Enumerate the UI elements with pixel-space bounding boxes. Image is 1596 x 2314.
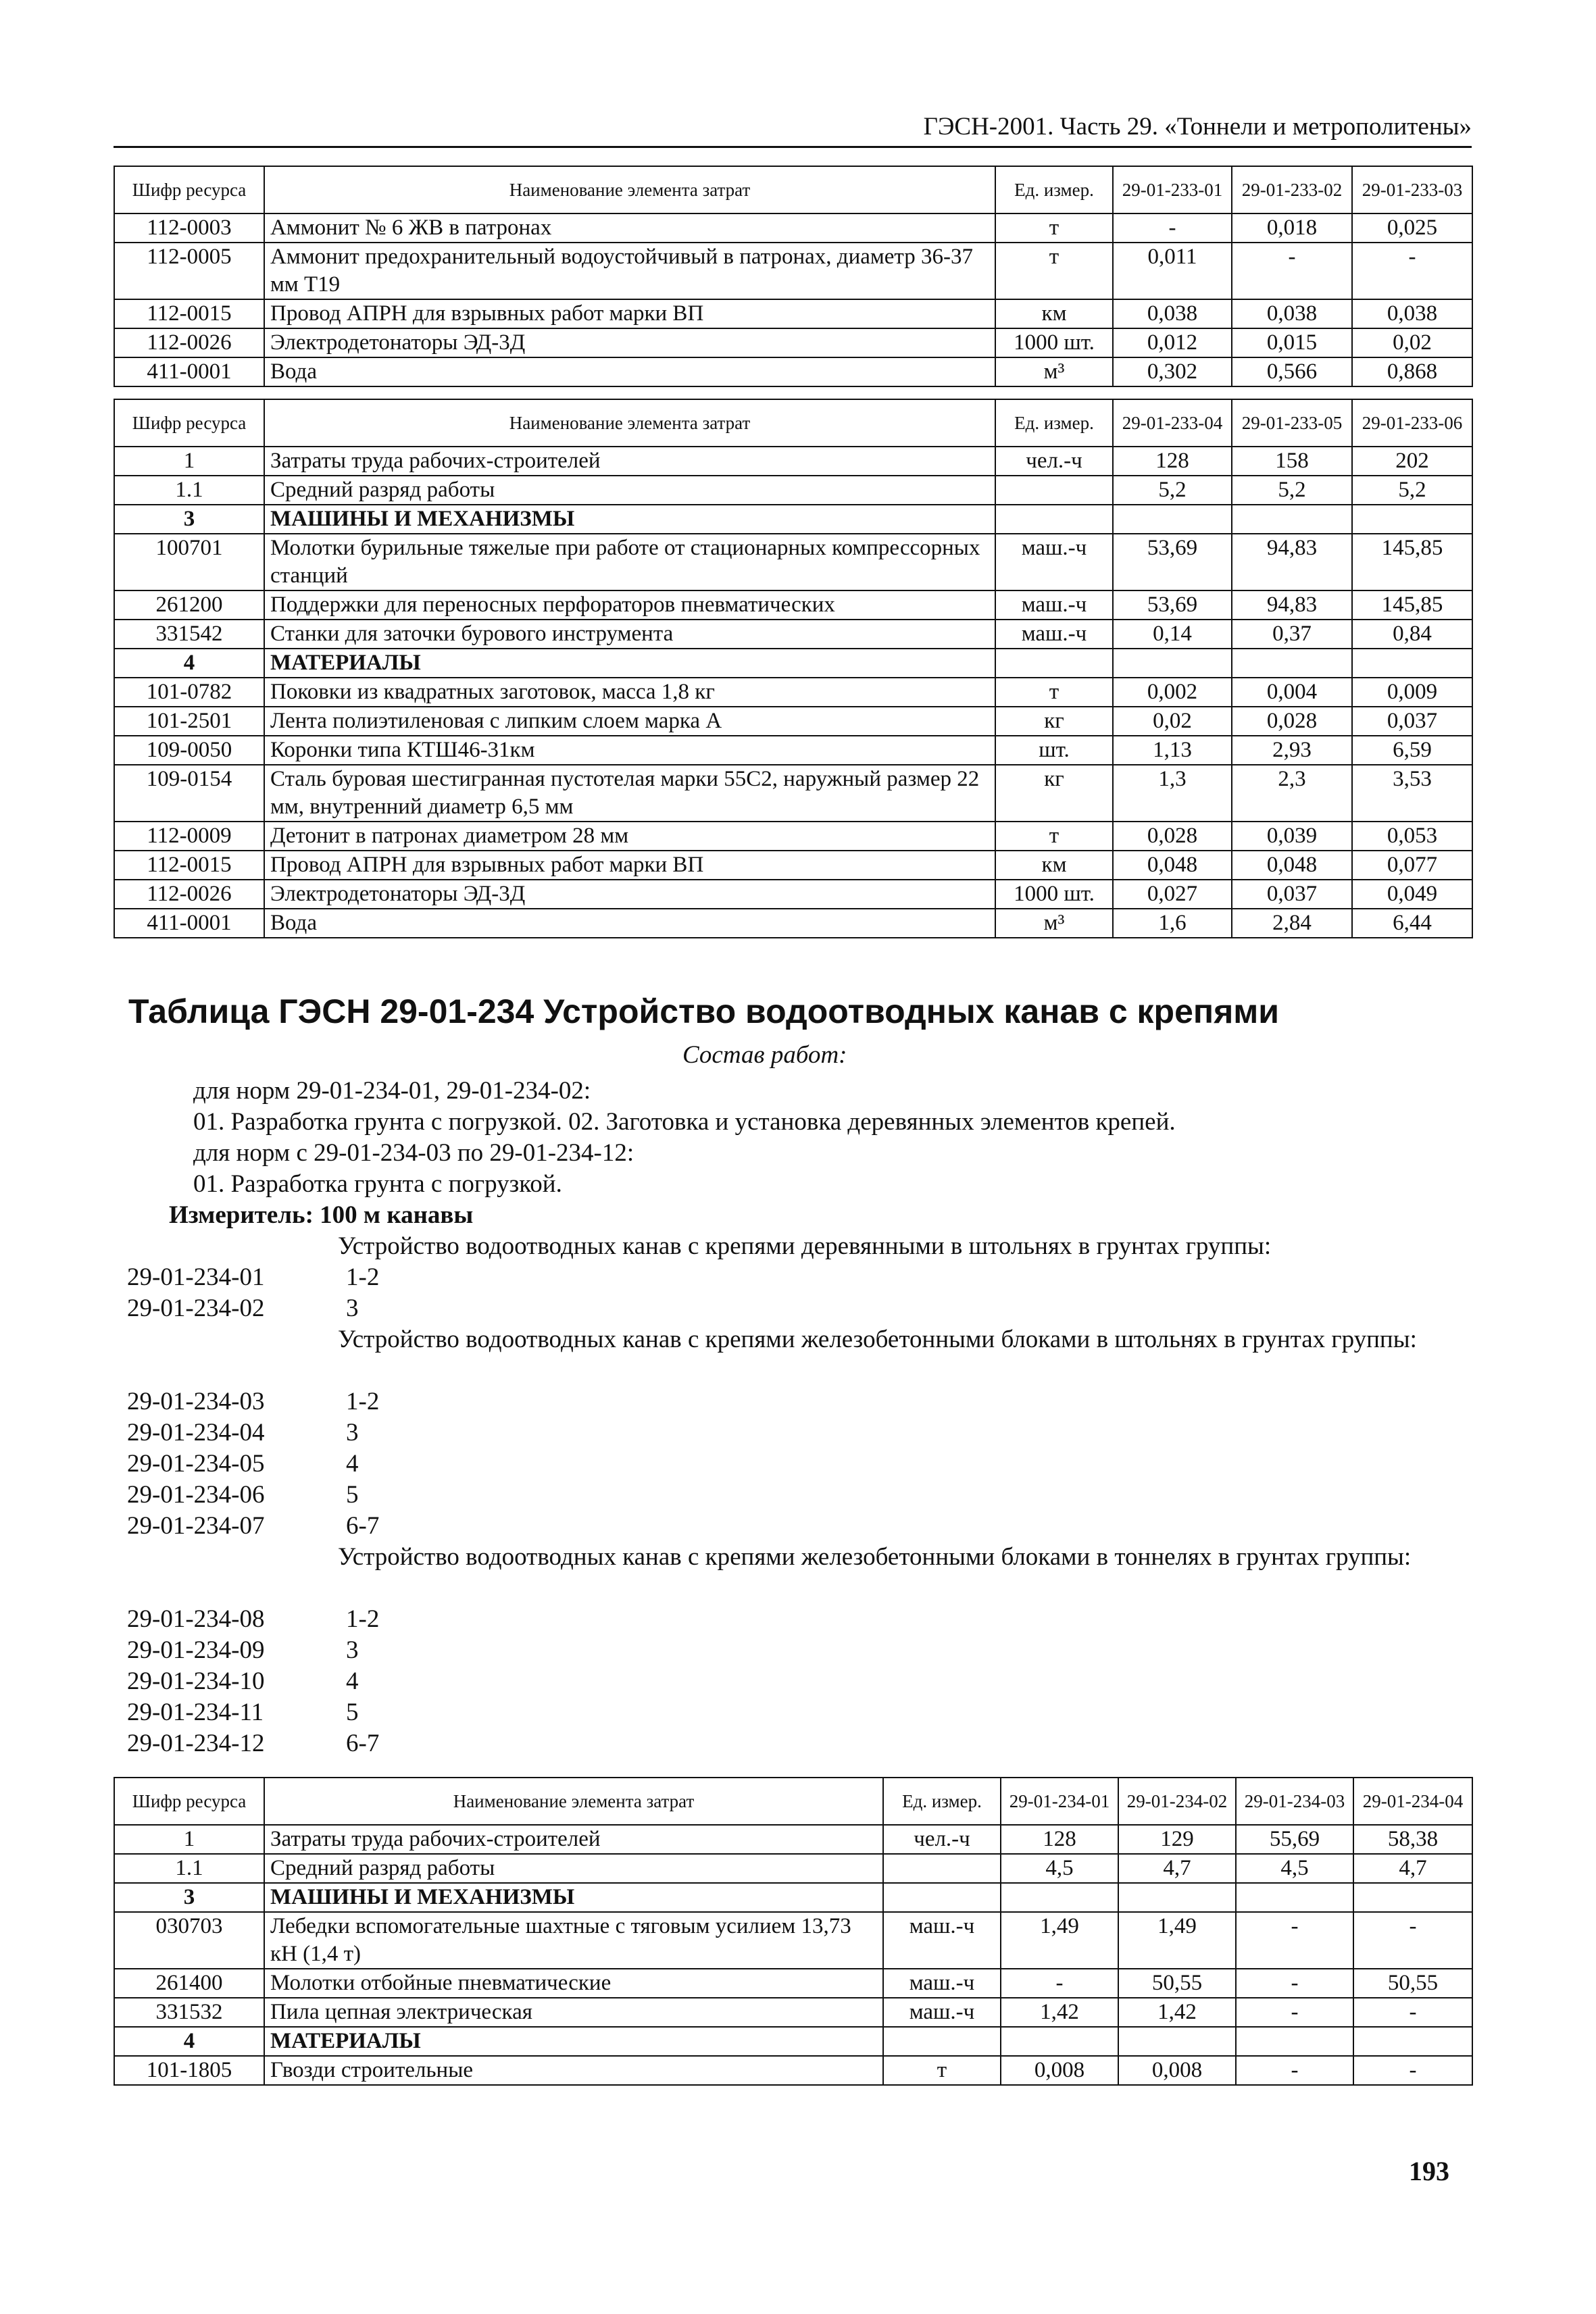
cell-code: 112-0009 [114, 822, 264, 851]
cell-value: 128 [1113, 447, 1232, 476]
cell-name: Лебедки вспомогательные шахтные с тяговым усилием 13,73 кН (1,4 т) [264, 1912, 883, 1969]
cell-value [1353, 1883, 1472, 1912]
cell-unit: маш.-ч [995, 534, 1113, 590]
cell-name: Сталь буровая шестигранная пустотелая марки 55С2, наружный размер 22 мм, внутренний диаметр 6,5 мм [264, 765, 995, 822]
col-header-norm: 29-01-233-04 [1113, 399, 1232, 447]
cell-value: 0,038 [1113, 299, 1232, 328]
table-row [114, 1825, 1472, 1854]
cell-unit [883, 1883, 1001, 1912]
table-row [114, 880, 1472, 909]
cell-unit: 1000 шт. [995, 328, 1113, 357]
cell-value: 3,53 [1352, 765, 1472, 822]
cell-name: МАШИНЫ И МЕХАНИЗМЫ [264, 1883, 883, 1912]
cell-name: Коронки типа КТШ46-31км [264, 736, 995, 765]
table-row [114, 765, 1472, 822]
table-row [114, 447, 1472, 476]
table-row [114, 213, 1472, 243]
soil-group: 1-2 [346, 1263, 380, 1291]
cell-value: 0,14 [1113, 620, 1232, 649]
table-row [114, 736, 1472, 765]
cell-code: 411-0001 [114, 357, 264, 386]
col-header-norm: 29-01-234-02 [1118, 1778, 1236, 1825]
cell-value: 202 [1352, 447, 1472, 476]
cell-value [1236, 1883, 1353, 1912]
cell-unit: чел.-ч [995, 447, 1113, 476]
cell-value: 1,49 [1001, 1912, 1118, 1969]
cell-code: 331532 [114, 1998, 264, 2027]
cell-name: Молотки бурильные тяжелые при работе от стационарных компрессорных станций [264, 534, 995, 590]
cell-unit: чел.-ч [883, 1825, 1001, 1854]
cell-value: 55,69 [1236, 1825, 1353, 1854]
table-row [114, 505, 1472, 534]
cell-code: 112-0026 [114, 328, 264, 357]
cell-value [1352, 505, 1472, 534]
norm-code: 29-01-234-06 [127, 1481, 265, 1509]
cell-name: МАТЕРИАЛЫ [264, 649, 995, 678]
cell-name: Средний разряд работы [264, 1854, 883, 1883]
col-header-code: Шифр ресурса [114, 399, 264, 447]
cell-value: 0,009 [1352, 678, 1472, 707]
norm-code-item [127, 1635, 379, 1666]
cell-value: 1,49 [1118, 1912, 1236, 1969]
cell-value: 4,5 [1001, 1854, 1118, 1883]
cell-value: - [1232, 243, 1352, 299]
cell-value: 0,037 [1232, 880, 1352, 909]
cell-value: 0,566 [1232, 357, 1352, 386]
col-header-norm: 29-01-233-05 [1232, 399, 1352, 447]
cell-name: Поддержки для переносных перфораторов пневматических [264, 590, 995, 620]
cell-name: Молотки отбойные пневматические [264, 1969, 883, 1998]
cell-code: 101-2501 [114, 707, 264, 736]
cell-unit: маш.-ч [883, 1969, 1001, 1998]
cell-value: - [1001, 1969, 1118, 1998]
page-number: 193 [1409, 2156, 1449, 2186]
cell-value: 1,42 [1001, 1998, 1118, 2027]
cell-value: 0,008 [1001, 2056, 1118, 2085]
norm-code: 29-01-234-11 [127, 1699, 264, 1726]
norm-code-item [127, 1386, 379, 1417]
norm-code-list [127, 1262, 379, 1324]
cell-code: 1.1 [114, 476, 264, 505]
cell-code: 109-0050 [114, 736, 264, 765]
cell-value: 53,69 [1113, 590, 1232, 620]
cell-unit [883, 2027, 1001, 2056]
cell-value: 0,077 [1352, 851, 1472, 880]
cell-unit: т [995, 822, 1113, 851]
table-row [114, 357, 1472, 386]
cell-unit [995, 476, 1113, 505]
cell-value: 0,02 [1352, 328, 1472, 357]
resource-table-234-01-04 [114, 1777, 1473, 2086]
norm-code-item [127, 1480, 379, 1511]
cell-unit: маш.-ч [883, 1998, 1001, 2027]
cell-value: - [1353, 1912, 1472, 1969]
norm-code-list [127, 1386, 379, 1542]
table-row [114, 1969, 1472, 1998]
cell-name: Провод АПРН для взрывных работ марки ВП [264, 299, 995, 328]
cell-value: 58,38 [1353, 1825, 1472, 1854]
cell-code: 331542 [114, 620, 264, 649]
running-header: ГЭСН-2001. Часть 29. «Тоннели и метрополитены» [114, 108, 1472, 148]
cell-value: 1,6 [1113, 909, 1232, 938]
cell-value: 2,3 [1232, 765, 1352, 822]
cell-code: 411-0001 [114, 909, 264, 938]
cell-value: - [1352, 243, 1472, 299]
cell-value: 2,93 [1232, 736, 1352, 765]
cell-value: 4,7 [1353, 1854, 1472, 1883]
col-header-name: Наименование элемента затрат [264, 166, 995, 213]
cell-code: 3 [114, 505, 264, 534]
soil-group: 1-2 [346, 1388, 380, 1415]
table-row [114, 476, 1472, 505]
table-row [114, 243, 1472, 299]
cell-unit: т [995, 678, 1113, 707]
cell-value: 0,002 [1113, 678, 1232, 707]
cell-code: 100701 [114, 534, 264, 590]
cell-value: 0,049 [1352, 880, 1472, 909]
cell-value: 145,85 [1352, 534, 1472, 590]
cell-value: 5,2 [1352, 476, 1472, 505]
table-row [114, 851, 1472, 880]
cell-name: Пила цепная электрическая [264, 1998, 883, 2027]
norm-code-item [127, 1449, 379, 1480]
cell-value: 0,015 [1232, 328, 1352, 357]
cell-value [1001, 2027, 1118, 2056]
col-header-norm: 29-01-233-01 [1113, 166, 1232, 213]
cell-value: 0,048 [1113, 851, 1232, 880]
cell-unit [995, 649, 1113, 678]
cell-unit: м³ [995, 357, 1113, 386]
norm-code-item [127, 1666, 379, 1697]
cell-code: 261400 [114, 1969, 264, 1998]
col-header-unit: Ед. измер. [883, 1778, 1001, 1825]
cell-value: - [1353, 2056, 1472, 2085]
cell-value: 5,2 [1113, 476, 1232, 505]
cell-code: 4 [114, 2027, 264, 2056]
soil-group: 1-2 [346, 1605, 380, 1633]
group-description: Устройство водоотводных канав с крепями деревянными в штольнях в грунтах группы: [338, 1232, 1272, 1260]
cell-value: 0,025 [1352, 213, 1472, 243]
composition-line: 01. Разработка грунта с погрузкой. [193, 1170, 562, 1198]
cell-value: 0,028 [1113, 822, 1232, 851]
norm-code-item [127, 1262, 379, 1293]
soil-group: 4 [346, 1450, 359, 1478]
cell-value: 5,2 [1232, 476, 1352, 505]
cell-code: 112-0026 [114, 880, 264, 909]
cell-value: 0,02 [1113, 707, 1232, 736]
col-header-name: Наименование элемента затрат [264, 1778, 883, 1825]
norm-code: 29-01-234-10 [127, 1667, 265, 1695]
cell-value: 0,037 [1352, 707, 1472, 736]
cell-name: Средний разряд работы [264, 476, 995, 505]
cell-value: 0,84 [1352, 620, 1472, 649]
cell-unit: кг [995, 765, 1113, 822]
norm-code-list [127, 1604, 379, 1759]
col-header-unit: Ед. измер. [995, 399, 1113, 447]
cell-unit: маш.-ч [883, 1912, 1001, 1969]
cell-value: - [1236, 1998, 1353, 2027]
cell-value: 0,048 [1232, 851, 1352, 880]
cell-value: 0,868 [1352, 357, 1472, 386]
soil-group: 4 [346, 1667, 359, 1695]
cell-unit: т [995, 213, 1113, 243]
composition-line: для норм с 29-01-234-03 по 29-01-234-12: [193, 1139, 634, 1167]
cell-unit: км [995, 851, 1113, 880]
cell-name: Детонит в патронах диаметром 28 мм [264, 822, 995, 851]
cell-value: - [1236, 2056, 1353, 2085]
table-row [114, 649, 1472, 678]
table-row [114, 707, 1472, 736]
table-row [114, 1998, 1472, 2027]
norm-code: 29-01-234-12 [127, 1730, 265, 1757]
cell-value: - [1236, 1912, 1353, 1969]
composition-label: Состав работ: [682, 1041, 847, 1069]
cell-code: 4 [114, 649, 264, 678]
cell-value: 2,84 [1232, 909, 1352, 938]
cell-value: 50,55 [1353, 1969, 1472, 1998]
table-header-row [114, 166, 1472, 213]
norm-code: 29-01-234-05 [127, 1450, 265, 1478]
cell-value: 129 [1118, 1825, 1236, 1854]
cell-code: 112-0005 [114, 243, 264, 299]
cell-unit: 1000 шт. [995, 880, 1113, 909]
composition-line: 01. Разработка грунта с погрузкой. 02. Заготовка и установка деревянных элементов крепей. [193, 1108, 1176, 1136]
cell-value: 0,004 [1232, 678, 1352, 707]
col-header-norm: 29-01-233-02 [1232, 166, 1352, 213]
cell-value: 0,018 [1232, 213, 1352, 243]
cell-value: 158 [1232, 447, 1352, 476]
col-header-unit: Ед. измер. [995, 166, 1113, 213]
cell-name: Электродетонаторы ЭД-3Д [264, 880, 995, 909]
cell-name: Гвозди строительные [264, 2056, 883, 2085]
table-row [114, 534, 1472, 590]
table-row [114, 822, 1472, 851]
composition-line: для норм 29-01-234-01, 29-01-234-02: [193, 1077, 591, 1105]
norm-code-item [127, 1511, 379, 1542]
cell-name: Поковки из квадратных заготовок, масса 1,8 кг [264, 678, 995, 707]
cell-value: 0,008 [1118, 2056, 1236, 2085]
cell-name: МАТЕРИАЛЫ [264, 2027, 883, 2056]
cell-value: 128 [1001, 1825, 1118, 1854]
cell-value [1232, 649, 1352, 678]
cell-name: Аммонит № 6 ЖВ в патронах [264, 213, 995, 243]
group-description: Устройство водоотводных канав с крепями железобетонными блоками в тоннелях в грунтах группы: [338, 1543, 1412, 1571]
cell-unit: т [883, 2056, 1001, 2085]
resource-table-233-01-03 [114, 166, 1473, 387]
cell-value: 0,028 [1232, 707, 1352, 736]
cell-unit: маш.-ч [995, 590, 1113, 620]
soil-group: 6-7 [346, 1512, 380, 1540]
soil-group: 3 [346, 1636, 359, 1664]
table-row [114, 1883, 1472, 1912]
norm-code-item [127, 1697, 379, 1728]
table-row [114, 1912, 1472, 1969]
soil-group: 5 [346, 1699, 359, 1726]
cell-value: - [1236, 1969, 1353, 1998]
cell-value [1001, 1883, 1118, 1912]
meter-label: Измеритель: 100 м канавы [169, 1201, 474, 1229]
table-row [114, 620, 1472, 649]
norm-code: 29-01-234-03 [127, 1388, 265, 1415]
cell-unit [883, 1854, 1001, 1883]
cell-value: 94,83 [1232, 590, 1352, 620]
cell-unit: км [995, 299, 1113, 328]
cell-name: Аммонит предохранительный водоустойчивый в патронах, диаметр 36-37 мм Т19 [264, 243, 995, 299]
norm-code-item [127, 1417, 379, 1449]
cell-value: - [1353, 1998, 1472, 2027]
col-header-code: Шифр ресурса [114, 166, 264, 213]
cell-code: 1 [114, 447, 264, 476]
cell-value [1118, 1883, 1236, 1912]
cell-value: 0,038 [1352, 299, 1472, 328]
cell-value: - [1113, 213, 1232, 243]
table-row [114, 2056, 1472, 2085]
resource-table-233-04-06 [114, 399, 1473, 938]
cell-code: 112-0015 [114, 299, 264, 328]
cell-value [1113, 505, 1232, 534]
cell-value: 94,83 [1232, 534, 1352, 590]
norm-code-item [127, 1293, 379, 1324]
cell-value: 6,44 [1352, 909, 1472, 938]
cell-value: 4,7 [1118, 1854, 1236, 1883]
cell-value: 0,027 [1113, 880, 1232, 909]
cell-value: 0,012 [1113, 328, 1232, 357]
cell-unit: т [995, 243, 1113, 299]
table-header-row [114, 399, 1472, 447]
table-row [114, 590, 1472, 620]
section-title: Таблица ГЭСН 29-01-234 Устройство водоотводных канав с крепями [128, 992, 1280, 1030]
col-header-norm: 29-01-234-03 [1236, 1778, 1353, 1825]
table-row [114, 678, 1472, 707]
group-description: Устройство водоотводных канав с крепями железобетонными блоками в штольнях в грунтах группы: [338, 1326, 1417, 1353]
norm-code: 29-01-234-02 [127, 1294, 265, 1322]
table-row [114, 299, 1472, 328]
table-row [114, 328, 1472, 357]
cell-name: МАШИНЫ И МЕХАНИЗМЫ [264, 505, 995, 534]
cell-value: 53,69 [1113, 534, 1232, 590]
cell-name: Станки для заточки бурового инструмента [264, 620, 995, 649]
cell-unit [995, 505, 1113, 534]
cell-value: 0,302 [1113, 357, 1232, 386]
cell-code: 109-0154 [114, 765, 264, 822]
norm-code: 29-01-234-07 [127, 1512, 265, 1540]
table-row [114, 2027, 1472, 2056]
cell-code: 101-1805 [114, 2056, 264, 2085]
norm-code: 29-01-234-08 [127, 1605, 265, 1633]
table-row [114, 909, 1472, 938]
cell-name: Провод АПРН для взрывных работ марки ВП [264, 851, 995, 880]
cell-name: Затраты труда рабочих-строителей [264, 447, 995, 476]
col-header-norm: 29-01-233-06 [1352, 399, 1472, 447]
col-header-norm: 29-01-234-01 [1001, 1778, 1118, 1825]
cell-code: 112-0015 [114, 851, 264, 880]
table-header-row [114, 1778, 1472, 1825]
cell-name: Затраты труда рабочих-строителей [264, 1825, 883, 1854]
cell-code: 1 [114, 1825, 264, 1854]
cell-code: 112-0003 [114, 213, 264, 243]
cell-code: 101-0782 [114, 678, 264, 707]
cell-value: 0,37 [1232, 620, 1352, 649]
cell-unit: м³ [995, 909, 1113, 938]
cell-value: 145,85 [1352, 590, 1472, 620]
cell-value: 0,011 [1113, 243, 1232, 299]
cell-value [1352, 649, 1472, 678]
cell-code: 261200 [114, 590, 264, 620]
cell-name: Лента полиэтиленовая с липким слоем марка А [264, 707, 995, 736]
cell-value: 0,039 [1232, 822, 1352, 851]
norm-code: 29-01-234-09 [127, 1636, 265, 1664]
cell-name: Вода [264, 357, 995, 386]
cell-code: 3 [114, 1883, 264, 1912]
cell-value [1232, 505, 1352, 534]
soil-group: 5 [346, 1481, 359, 1509]
cell-value [1113, 649, 1232, 678]
norm-code: 29-01-234-04 [127, 1419, 265, 1447]
cell-value: 1,42 [1118, 1998, 1236, 2027]
cell-value: 1,3 [1113, 765, 1232, 822]
cell-code: 1.1 [114, 1854, 264, 1883]
table-row [114, 1854, 1472, 1883]
col-header-norm: 29-01-233-03 [1352, 166, 1472, 213]
col-header-name: Наименование элемента затрат [264, 399, 995, 447]
cell-unit: шт. [995, 736, 1113, 765]
cell-unit: кг [995, 707, 1113, 736]
norm-code-item [127, 1728, 379, 1759]
cell-name: Вода [264, 909, 995, 938]
norm-code: 29-01-234-01 [127, 1263, 265, 1291]
soil-group: 3 [346, 1294, 359, 1322]
cell-value: 0,053 [1352, 822, 1472, 851]
cell-value [1118, 2027, 1236, 2056]
cell-value: 6,59 [1352, 736, 1472, 765]
col-header-norm: 29-01-234-04 [1353, 1778, 1472, 1825]
cell-value: 0,038 [1232, 299, 1352, 328]
norm-code-item [127, 1604, 379, 1635]
cell-name: Электродетонаторы ЭД-3Д [264, 328, 995, 357]
col-header-code: Шифр ресурса [114, 1778, 264, 1825]
soil-group: 3 [346, 1419, 359, 1447]
cell-code: 030703 [114, 1912, 264, 1969]
soil-group: 6-7 [346, 1730, 380, 1757]
cell-value [1236, 2027, 1353, 2056]
cell-value: 4,5 [1236, 1854, 1353, 1883]
cell-value [1353, 2027, 1472, 2056]
cell-value: 50,55 [1118, 1969, 1236, 1998]
cell-value: 1,13 [1113, 736, 1232, 765]
cell-unit: маш.-ч [995, 620, 1113, 649]
